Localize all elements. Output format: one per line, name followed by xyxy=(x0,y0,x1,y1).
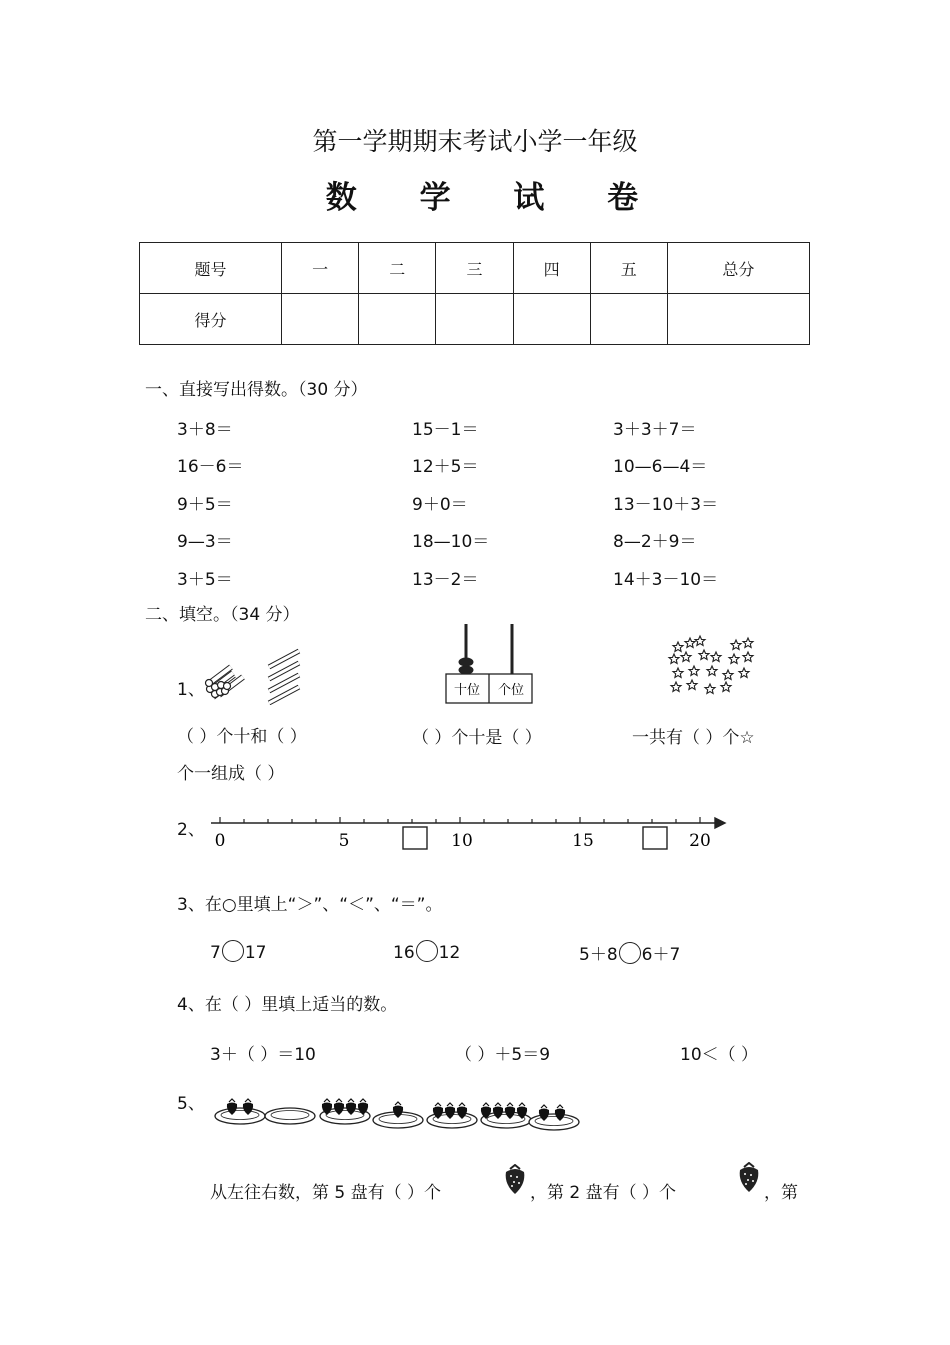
compare-left: 7 xyxy=(210,943,221,963)
score-cell: 五 xyxy=(590,243,667,294)
problem: 13－2＝ xyxy=(412,570,479,590)
compare-right: 12 xyxy=(438,943,461,963)
score-cell: 三 xyxy=(436,243,513,294)
compare-item xyxy=(579,940,680,965)
score-cell: 二 xyxy=(359,243,436,294)
strawberry-icon xyxy=(502,1164,528,1196)
problem: 15－1＝ xyxy=(412,420,479,440)
q2-number: 2、 xyxy=(177,820,205,840)
fill-blank-item: 3＋（ ）＝10 xyxy=(210,1045,316,1065)
q1-number: 1、 xyxy=(177,680,205,700)
compare-circle-icon[interactable] xyxy=(222,940,244,962)
problem: 12＋5＝ xyxy=(412,457,479,477)
problem: 18—10＝ xyxy=(412,532,490,552)
q5-text-b: ，第 2 盘有（ ）个 xyxy=(530,1183,677,1203)
strawberry-icon xyxy=(736,1162,762,1194)
problem: 3＋5＝ xyxy=(177,570,233,590)
number-line-label: 20 xyxy=(689,831,711,851)
compare-item xyxy=(393,940,460,963)
section1-heading: 一、直接写出得数。（30 分） xyxy=(145,380,368,400)
abacus-tens-label: 十位 xyxy=(453,683,481,698)
compare-left: 16 xyxy=(393,943,415,963)
score-cell: 四 xyxy=(513,243,590,294)
number-line-label: 0 xyxy=(214,831,226,851)
exam-title: 数 学 试 卷 xyxy=(325,180,665,216)
compare-right: 17 xyxy=(244,943,267,963)
score-cell: 题号 xyxy=(140,243,282,294)
score-table-header-row xyxy=(140,243,810,294)
problem: 9—3＝ xyxy=(177,532,233,552)
problem: 9＋5＝ xyxy=(177,495,233,515)
strawberry-plates-illustration xyxy=(210,1092,585,1138)
score-table xyxy=(139,242,810,345)
abacus-illustration xyxy=(443,622,535,706)
q1-text-a-line1: （ ）个十和（ ） xyxy=(177,727,307,747)
compare-circle-icon[interactable] xyxy=(619,942,641,964)
section2-heading: 二、填空。（34 分） xyxy=(145,605,300,625)
score-input-cell[interactable] xyxy=(282,294,359,345)
score-input-cell[interactable] xyxy=(436,294,513,345)
q5-text-a: 从左往右数，第 5 盘有（ ）个 xyxy=(210,1183,442,1203)
fill-blank-item: 10＜（ ） xyxy=(680,1045,759,1065)
score-input-cell[interactable] xyxy=(359,294,436,345)
q5-number: 5、 xyxy=(177,1094,205,1114)
number-line-label: 5 xyxy=(338,831,350,851)
problem: 16－6＝ xyxy=(177,457,244,477)
number-line xyxy=(205,808,735,856)
number-line-blank-box[interactable] xyxy=(403,827,427,849)
problem: 3＋8＝ xyxy=(177,420,233,440)
problem: 9＋0＝ xyxy=(412,495,468,515)
compare-item xyxy=(210,940,266,963)
problem: 14＋3－10＝ xyxy=(613,570,719,590)
problem: 8—2＋9＝ xyxy=(613,532,697,552)
score-table-score-row xyxy=(140,294,810,345)
compare-circle-icon[interactable] xyxy=(416,940,438,962)
score-cell: 一 xyxy=(282,243,359,294)
number-line-label: 15 xyxy=(572,831,594,851)
score-cell: 总分 xyxy=(667,243,809,294)
compare-left: 5＋8 xyxy=(579,945,618,965)
q1-text-c: 一共有（ ）个☆ xyxy=(632,728,755,748)
score-input-cell[interactable] xyxy=(667,294,809,345)
q5-text-c: ，第 xyxy=(764,1183,798,1203)
q1-text-b: （ ）个十是（ ） xyxy=(412,728,542,748)
abacus-ones-label: 个位 xyxy=(497,683,525,698)
number-line-label: 10 xyxy=(451,831,473,851)
exam-subtitle: 第一学期期末考试小学一年级 xyxy=(312,127,638,156)
q4-instruction: 4、在（ ）里填上适当的数。 xyxy=(177,995,398,1015)
number-line-blank-box[interactable] xyxy=(643,827,667,849)
q1-text-a-line2: 个一组成（ ） xyxy=(177,764,285,784)
sticks-bundle-illustration xyxy=(203,647,303,705)
score-input-cell[interactable] xyxy=(590,294,667,345)
compare-right: 6＋7 xyxy=(641,945,681,965)
fill-blank-item: （ ）＋5＝9 xyxy=(455,1045,551,1065)
problem: 3＋3＋7＝ xyxy=(613,420,697,440)
problem: 10—6—4＝ xyxy=(613,457,708,477)
q3-instruction: 3、在○里填上“＞”、“＜”、“＝”。 xyxy=(177,895,443,915)
score-cell: 得分 xyxy=(140,294,282,345)
score-input-cell[interactable] xyxy=(513,294,590,345)
problem: 13－10＋3＝ xyxy=(613,495,719,515)
stars-illustration xyxy=(664,633,760,701)
